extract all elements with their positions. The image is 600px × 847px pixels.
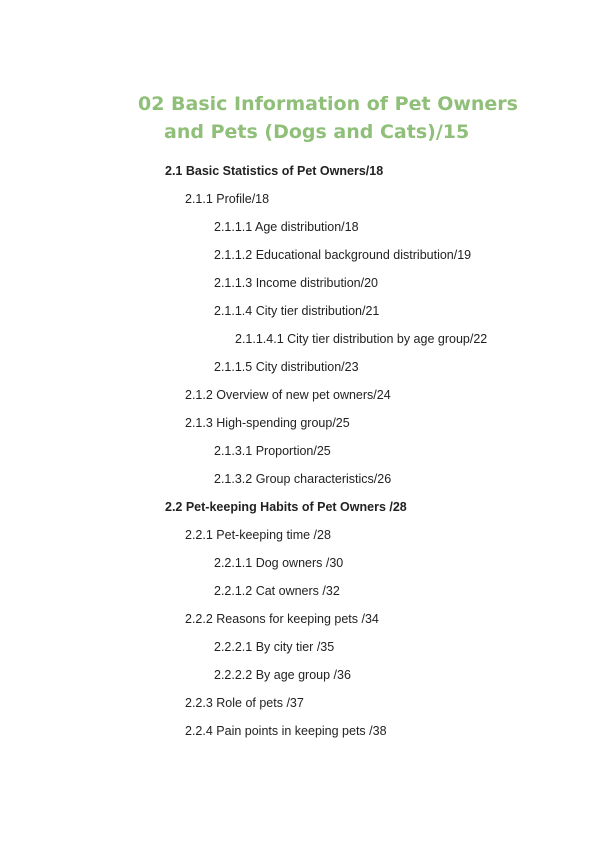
toc-entry-level-4[interactable]: 2.1.1.4.1 City tier distribution by age group/22 (235, 332, 488, 346)
toc-entry-level-3[interactable]: 2.2.2.2 By age group /36 (214, 668, 351, 682)
chapter-title (138, 90, 578, 146)
toc-entry-level-3[interactable]: 2.1.1.3 Income distribution/20 (214, 276, 378, 290)
toc-entry-level-1[interactable]: 2.2 Pet-keeping Habits of Pet Owners /28 (165, 500, 407, 514)
toc-entry-level-3[interactable]: 2.2.2.1 By city tier /35 (214, 640, 335, 654)
table-of-contents (0, 157, 600, 745)
toc-entry-level-3[interactable]: 2.1.3.2 Group characteristics/26 (214, 472, 392, 486)
toc-entry-level-3[interactable]: 2.1.1.1 Age distribution/18 (214, 220, 359, 234)
toc-entry-level-2[interactable]: 2.1.1 Profile/18 (185, 192, 270, 206)
chapter-title-line-1: 02 Basic Information of Pet Owners (138, 93, 518, 115)
toc-entry-level-3[interactable]: 2.1.1.4 City tier distribution/21 (214, 304, 380, 318)
toc-entry-level-2[interactable]: 2.2.1 Pet-keeping time /28 (185, 528, 331, 542)
toc-entry-level-2[interactable]: 2.2.4 Pain points in keeping pets /38 (185, 724, 387, 738)
toc-entry-level-3[interactable]: 2.2.1.1 Dog owners /30 (214, 556, 344, 570)
toc-entry-level-3[interactable]: 2.1.3.1 Proportion/25 (214, 444, 331, 458)
toc-entry-level-3[interactable]: 2.2.1.2 Cat owners /32 (214, 584, 340, 598)
toc-entry-level-2[interactable]: 2.1.2 Overview of new pet owners/24 (185, 388, 391, 402)
chapter-title-line-2: and Pets (Dogs and Cats)/15 (164, 121, 470, 143)
toc-entry-level-2[interactable]: 2.2.3 Role of pets /37 (185, 696, 304, 710)
toc-entry-level-3[interactable]: 2.1.1.5 City distribution/23 (214, 360, 359, 374)
toc-entry-level-1[interactable]: 2.1 Basic Statistics of Pet Owners/18 (165, 164, 384, 178)
toc-entry-level-2[interactable]: 2.1.3 High-spending group/25 (185, 416, 350, 430)
toc-entry-level-2[interactable]: 2.2.2 Reasons for keeping pets /34 (185, 612, 379, 626)
toc-entry-level-3[interactable]: 2.1.1.2 Educational background distribution/19 (214, 248, 472, 262)
